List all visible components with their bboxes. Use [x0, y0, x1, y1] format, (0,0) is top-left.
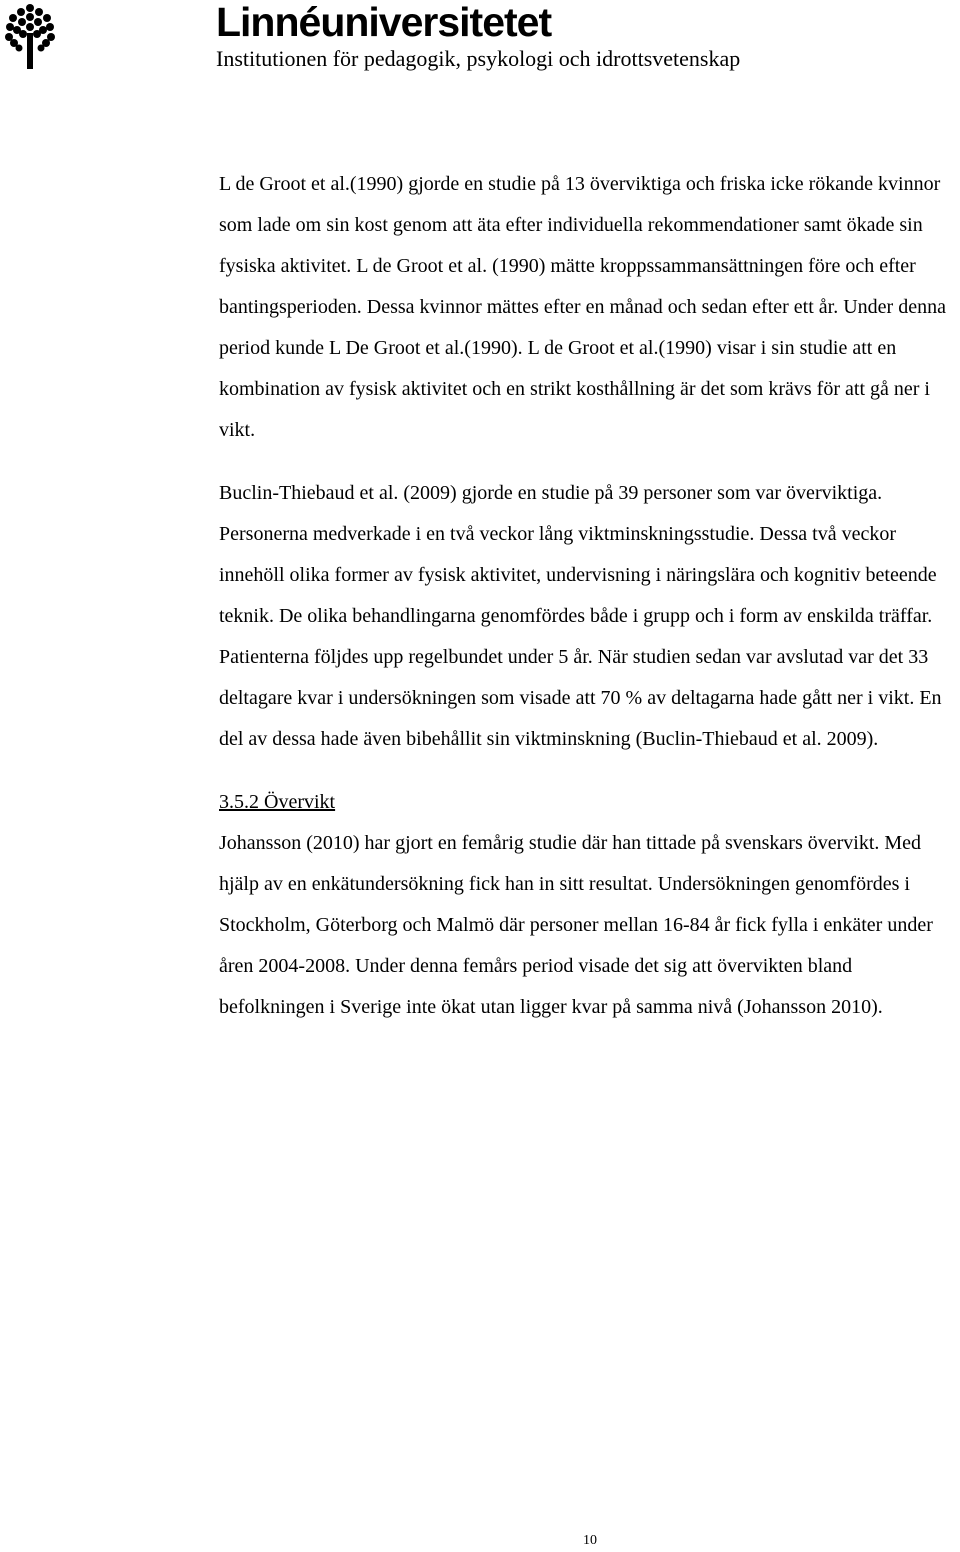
- paragraph-buclin-thiebaud: Buclin-Thiebaud et al. (2009) gjorde en studie på 39 personer som var överviktiga. Personerna medverkade i en två veckor lång viktminskningsstudie. Dessa två veckor innehöll olika former av fysisk aktivitet, undervisning i näringslära och kognitiv beteende teknik. De olika behandlingarna genomfördes både i grupp och i form av enskilda träffar. Patienterna följdes upp regelbundet under 5 år. När studien sedan var avslutad var det 33 deltagare kvar i undersökningen som visade att 70 % av deltagarna hade gått ner i vikt. En del av dessa hade även bibehållit sin viktminskning (Buclin-Thiebaud et al. 2009).: [219, 482, 942, 750]
- paragraph-johansson: Johansson (2010) har gjort en femårig studie där han tittade på svenskars övervikt. Med hjälp av en enkätundersökning fick han in sitt resultat. Undersökningen genomfördes i Stockholm, Göterborg och Malmö där personer mellan 16-84 år fick fylla i enkäter under åren 2004-2008. Under denna femårs period visade det sig att övervikten bland befolkningen i Sverige inte ökat utan ligger kvar på samma nivå (Johansson 2010).: [219, 832, 933, 1018]
- university-name: Linnéuniversitetet: [216, 0, 552, 45]
- document-body: [219, 164, 949, 1050]
- page-number: 10: [583, 1533, 597, 1548]
- tree-of-dots-icon: [5, 3, 55, 69]
- institution-name: Institutionen för pedagogik, psykologi och idrottsvetenskap: [216, 46, 741, 71]
- section-heading: 3.5.2 Övervikt: [219, 791, 336, 813]
- page-header: [0, 0, 960, 80]
- paragraph-de-groot: L de Groot et al.(1990) gjorde en studie på 13 överviktiga och friska icke rökande kvinnor som lade om sin kost genom att äta efter individuella rekommendationer samt ökade sin fysiska aktivitet. L de Groot et al. (1990) mätte kroppssammansättningen före och efter bantingsperioden. Dessa kvinnor mättes efter en månad och sedan efter ett år. Under denna period kunde L De Groot et al.(1990). L de Groot et al.(1990) visar i sin studie att en kombination av fysisk aktivitet och en strikt kosthållning är det som krävs för att gå ner i vikt.: [219, 173, 946, 441]
